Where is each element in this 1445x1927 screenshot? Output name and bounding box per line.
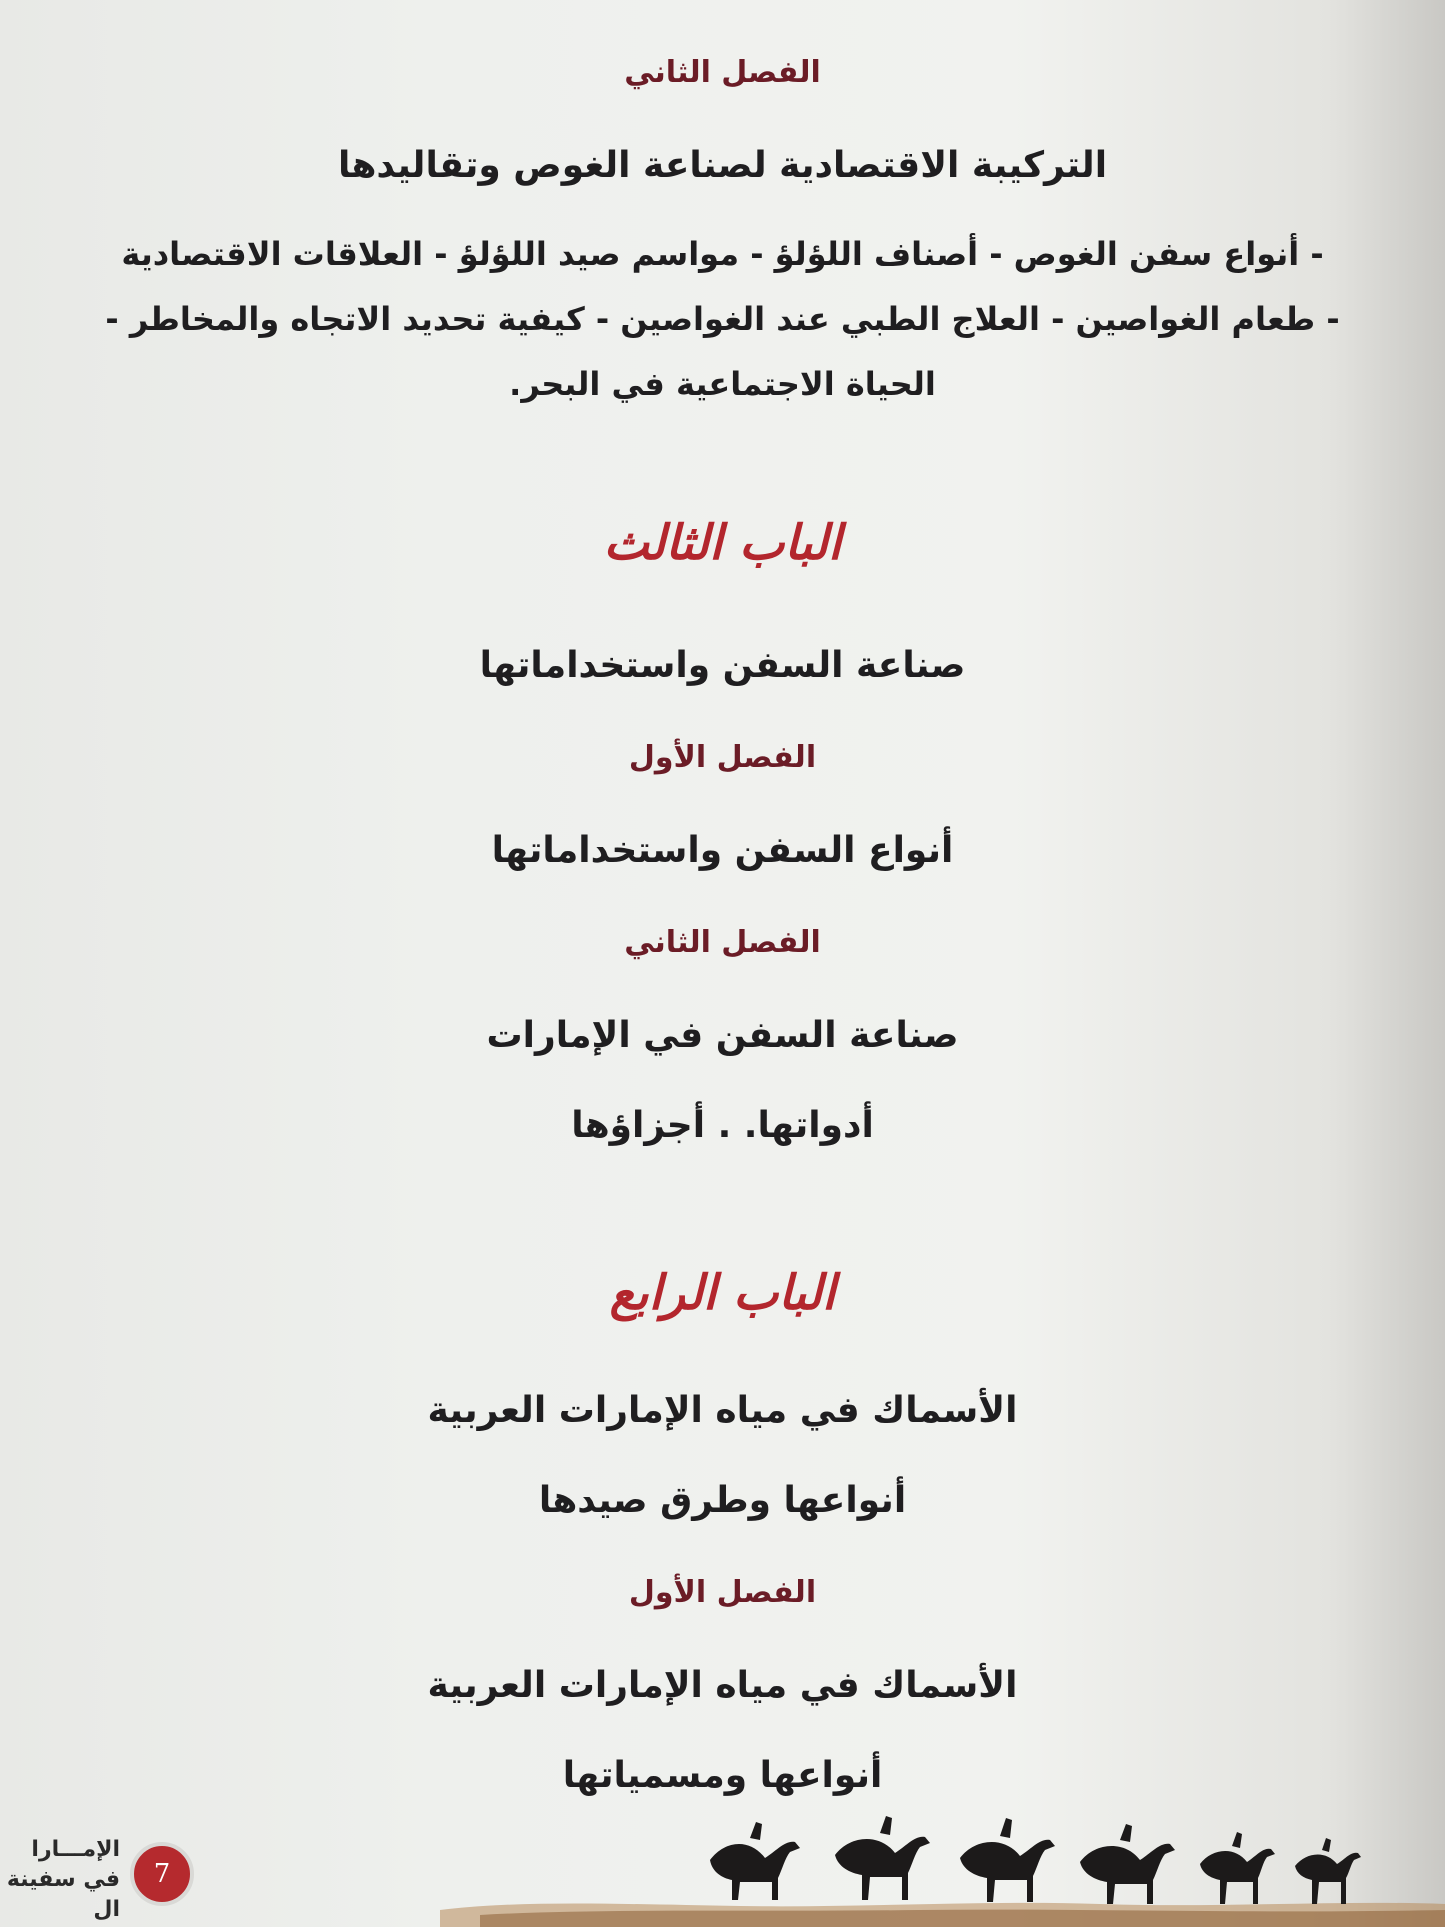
part-title: صناعة السفن واستخداماتها [479, 645, 966, 686]
page-number-badge: 7 [130, 1842, 194, 1906]
chapter-subtitle: أدواتها. . أجزاؤها [571, 1105, 874, 1146]
chapter-label: الفصل الثاني [624, 55, 821, 90]
topics-line-2: - طعام الغواصين - العلاج الطبي عند الغواصين - كيفية تحديد الاتجاه والمخاطر - [105, 300, 1340, 338]
topics-line-1: - أنواع سفن الغوص - أصناف اللؤلؤ - مواسم صيد اللؤلؤ - العلاقات الاقتصادية [121, 235, 1324, 273]
chapter-label: الفصل الأول [628, 1575, 817, 1610]
chapter-title: التركيبة الاقتصادية لصناعة الغوص وتقاليدها [337, 145, 1108, 186]
part-heading: الباب الثالث [603, 515, 842, 571]
footer-brand-line-2: في سفينة ال [6, 1867, 120, 1922]
topics-line-3: الحياة الاجتماعية في البحر. [509, 365, 936, 403]
part-title: الأسماك في مياه الإمارات العربية [427, 1390, 1018, 1431]
camel-caravan-illustration [440, 1800, 1445, 1927]
part-heading: الباب الرابع [609, 1265, 836, 1321]
chapter-label: الفصل الثاني [624, 925, 821, 960]
chapter-title: صناعة السفن في الإمارات [486, 1015, 959, 1056]
chapter-label: الفصل الأول [628, 740, 817, 775]
chapter-title: أنواع السفن واستخداماتها [491, 830, 954, 871]
footer-brand [0, 1835, 120, 1925]
footer-brand-line-1: الإمـــارا [31, 1837, 120, 1862]
part-subtitle: أنواعها وطرق صيدها [538, 1480, 907, 1521]
bleed-through-text [0, 420, 1445, 460]
chapter-subtitle: أنواعها ومسمياتها [562, 1755, 883, 1796]
chapter-title: الأسماك في مياه الإمارات العربية [427, 1665, 1018, 1706]
